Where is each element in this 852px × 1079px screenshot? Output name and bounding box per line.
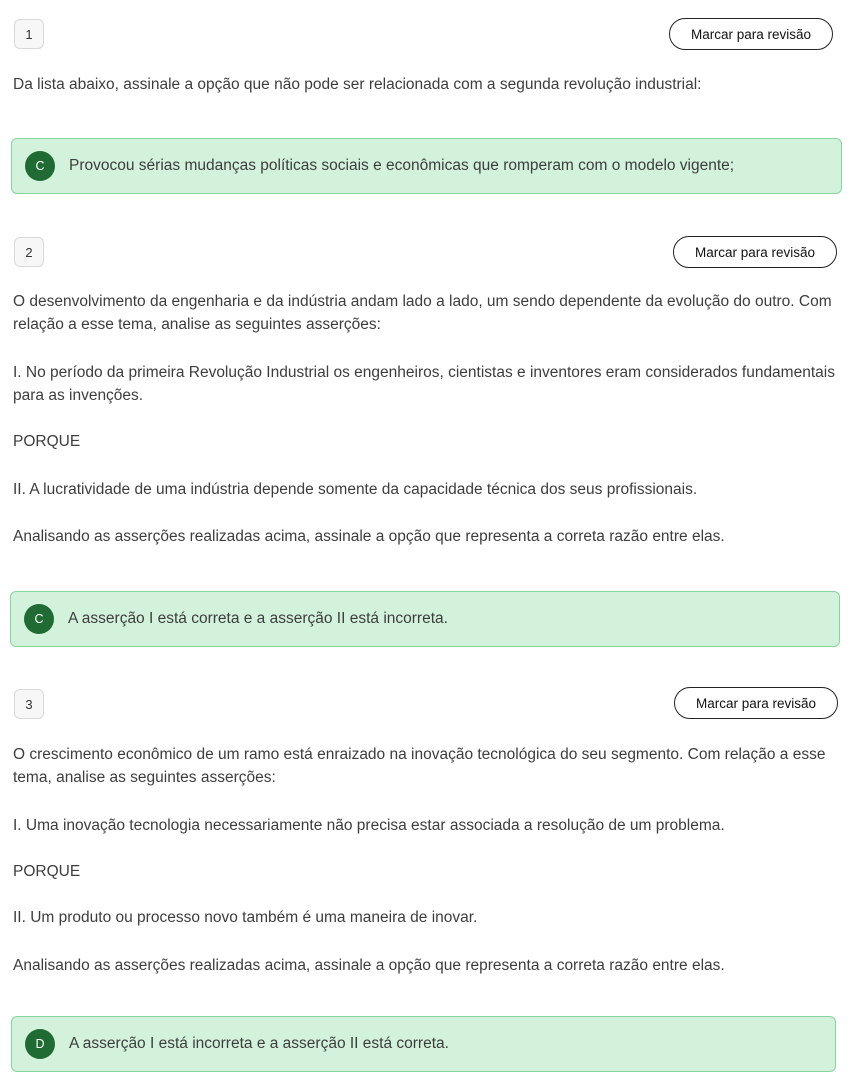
- question-number-badge: 2: [14, 237, 44, 267]
- mark-for-review-button[interactable]: Marcar para revisão: [669, 18, 833, 50]
- assertion-i: I. Uma inovação tecnologia necessariamente não precisa estar associada a resolução de um problema.: [13, 817, 725, 834]
- assertion-i: I. No período da primeira Revolução Industrial os engenheiros, cientistas e inventores eram considerados fundamentais para as invenções.: [13, 364, 835, 404]
- answer-letter-badge: D: [25, 1029, 55, 1059]
- answer-text: Provocou sérias mudanças políticas sociais e econômicas que romperam com o modelo vigente;: [69, 157, 735, 174]
- answer-text: A asserção I está incorreta e a asserção II está correta.: [69, 1035, 449, 1052]
- porque-connector: PORQUE: [13, 863, 81, 880]
- question-statement: O desenvolvimento da engenharia e da indústria andam lado a lado, um sendo dependente da evolução do outro. Com relação a esse tema, analise as seguintes asserções:: [13, 293, 832, 333]
- assertion-ii: II. A lucratividade de uma indústria depende somente da capacidade técnica dos seus profissionais.: [13, 481, 698, 498]
- answer-letter-badge: C: [25, 151, 55, 181]
- answer-text: A asserção I está correta e a asserção II está incorreta.: [68, 610, 448, 627]
- answer-letter-badge: C: [24, 604, 54, 634]
- question-number-badge: 1: [14, 19, 44, 49]
- answer-option[interactable]: [11, 138, 842, 194]
- question-statement: Da lista abaixo, assinale a opção que não pode ser relacionada com a segunda revolução industrial:: [13, 76, 702, 93]
- porque-connector: PORQUE: [13, 433, 81, 450]
- question-number-badge: 3: [14, 689, 44, 719]
- answer-option[interactable]: [11, 1016, 836, 1072]
- mark-for-review-button[interactable]: Marcar para revisão: [674, 687, 838, 719]
- assertion-ii: II. Um produto ou processo novo também é uma maneira de inovar.: [13, 909, 478, 926]
- mark-for-review-button[interactable]: Marcar para revisão: [673, 236, 837, 268]
- question-statement: O crescimento econômico de um ramo está enraizado na inovação tecnológica do seu segmento. Com relação a esse tema, analise as seguintes asserções:: [13, 746, 826, 786]
- question-instruction: Analisando as asserções realizadas acima, assinale a opção que representa a correta razão entre elas.: [13, 528, 725, 545]
- question-instruction: Analisando as asserções realizadas acima, assinale a opção que representa a correta razão entre elas.: [13, 957, 725, 974]
- answer-option[interactable]: [10, 591, 840, 647]
